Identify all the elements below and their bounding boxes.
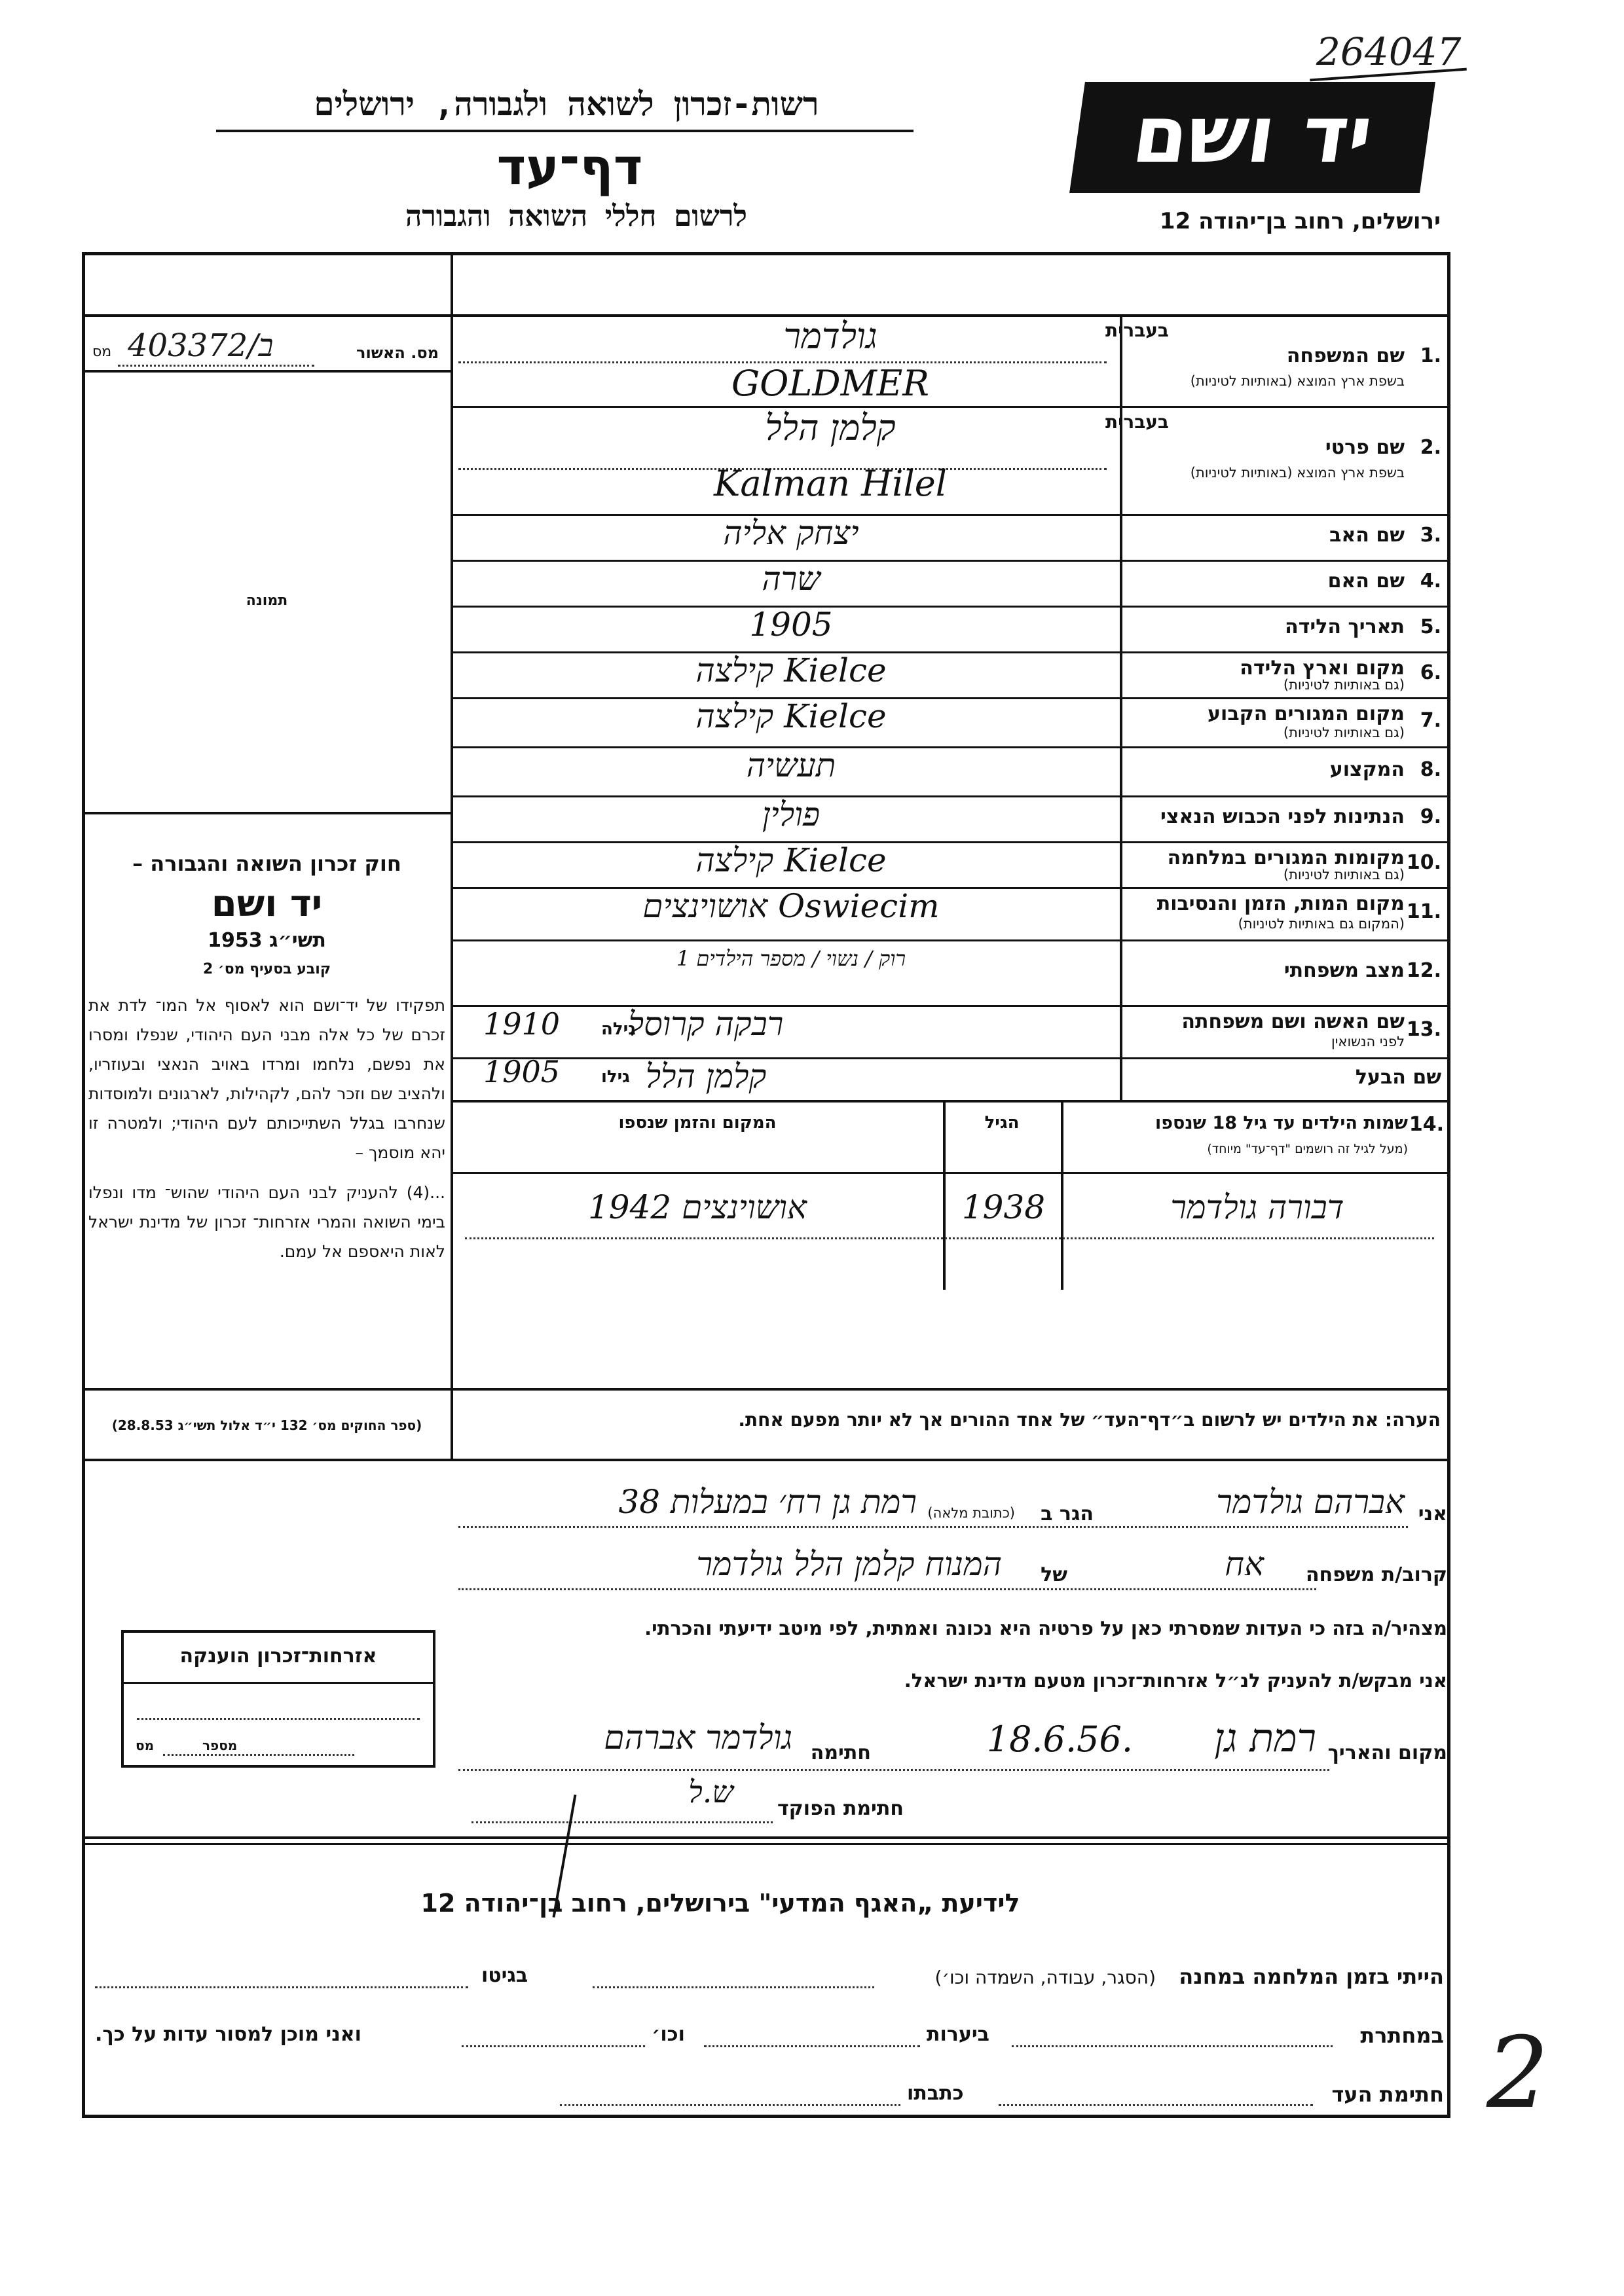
- footer-line-b: [95, 2016, 1444, 2056]
- law-year: תשי״ג 1953: [208, 929, 326, 952]
- decl-name: אברהם גולדמר: [1216, 1483, 1405, 1521]
- decl-ani: אני: [1418, 1503, 1447, 1525]
- field-label: מקום המות, הזמן והנסיבות: [1156, 892, 1405, 915]
- field-label: הנתינות לפני הכבוש הנאצי: [1160, 805, 1405, 828]
- field-value: Kielce קילצה: [695, 651, 887, 689]
- field-row: [451, 1053, 1450, 1100]
- field-value: יצחק אליה: [723, 514, 859, 552]
- logo-text: יד ושם: [1127, 90, 1378, 181]
- law-text-1: תפקידו של יד־ושם הוא לאסוף אל המו־ לדת את זכרם של כל אלה מבני העם היהודי, שנפלו ומסרו את נפשם, נלחמו ומרדו באויב הנאצי ובעוזריו, ולהציב שם וזכר להם, לקהילות, לארגונים ולמוסדות שנחרבו בגלל השתייכותם לעם היהודי; ולמטרה זו יהא מוסמך –: [88, 996, 445, 1162]
- field-age: 1905: [483, 1053, 561, 1089]
- children-col-place: המקום והזמן שנספו: [618, 1113, 777, 1133]
- field-value: Kielce קילצה: [695, 841, 887, 879]
- field-sublabel: (המקום גם באותיות לטיניות): [1238, 916, 1405, 932]
- footer-witness-signature: חתימת העד: [1331, 2082, 1444, 2107]
- field-value-latin: Kalman Hilel: [713, 462, 947, 504]
- citizenship-title: אזרחות־זכרון הוענקה: [179, 1645, 377, 1667]
- decl-address: רמת גן רח׳ במעלות 38: [618, 1483, 917, 1521]
- field-value: רוק / נשוי / מספר הילדים 1: [676, 946, 906, 971]
- field-number: 8.: [1420, 757, 1441, 781]
- note-bottom: [82, 1459, 1450, 1461]
- field-age: 1910: [483, 1006, 561, 1042]
- field-label: שם פרטי: [1325, 436, 1405, 459]
- org-line: רשות-זכרון לשואה ולגבורה, ירושלים: [314, 85, 819, 123]
- declaration-line-2: [458, 1545, 1447, 1591]
- field-row: [451, 841, 1450, 887]
- org-underline: [216, 130, 913, 132]
- child-age: 1938: [961, 1188, 1046, 1226]
- field-row: [451, 939, 1450, 1005]
- footer-line-a: [95, 1958, 1444, 1997]
- footer-line-c: [95, 2075, 1444, 2115]
- decl-place: רמת גן: [1214, 1715, 1316, 1761]
- photo-label: תמונה: [246, 592, 288, 609]
- field-label: המקצוע: [1329, 757, 1405, 781]
- field-number: 4.: [1420, 570, 1441, 592]
- field-number: 7.: [1420, 708, 1441, 732]
- law-clause: קובע בסעיף מס׳ 2: [202, 961, 331, 977]
- law-title: חוק זכרון השואה והגבורה –: [132, 851, 401, 876]
- approval-prefix: מס: [92, 344, 112, 360]
- field-age-label: גילה: [601, 1019, 636, 1039]
- field-label: תאריך הלידה: [1285, 615, 1405, 638]
- children-top: [451, 1100, 1450, 1102]
- law-bottom: [82, 1388, 452, 1391]
- field-row: [451, 795, 1450, 841]
- declaration-line-4: אני מבקש/ת להעניק לנ״ל אזרחות־זכרון מטעם מדינת ישראל.: [904, 1669, 1447, 1692]
- field-age-label: גילו: [601, 1066, 630, 1087]
- field-sublabel: (גם באותיות לטיניות): [1283, 724, 1405, 740]
- field-label: מצב משפחתי: [1283, 959, 1405, 982]
- note-text: הערה: את הילדים יש לרשום ב״דף־העד״ של אחד ההורים אך לא יותר מפעם אחת.: [738, 1409, 1441, 1430]
- field-label: מקומות המגורים במלחמה: [1167, 847, 1405, 869]
- footer-camp-label: הייתי בזמן המלחמה במחנה: [1179, 1964, 1444, 1989]
- field-label: שם המשפחה: [1286, 344, 1405, 367]
- field-row: [451, 514, 1450, 560]
- law-text-2: ...(4) להעניק לבני העם היהודי שהוש־ מדו ונפלו בימי השואה והמרי אזרחות־ זכרון של מדינת ישראל לאות היאספם אל עמם.: [88, 1183, 445, 1261]
- citizenship-prefix: מס: [136, 1738, 155, 1753]
- children-col-1: [1061, 1100, 1063, 1290]
- page-title: דף־עד: [496, 137, 643, 196]
- address: ירושלים, רחוב בן־יהודה 12: [1159, 208, 1441, 234]
- footer-ready: ואני מוכן למסור עדות על כך.: [95, 2023, 361, 2046]
- field-value: תעשיה: [746, 746, 836, 784]
- field-row: [451, 560, 1450, 606]
- officer-signature: ש.ל: [688, 1774, 733, 1810]
- photo-box-top: [82, 370, 452, 373]
- children-label-block: [1067, 1113, 1444, 1165]
- decl-of: של: [1041, 1563, 1067, 1586]
- field-label: שם הבעל: [1355, 1065, 1441, 1089]
- declaration-line-3: מצהיר/ה בזה כי העדות שמסרתי כאן על פרטיה היא נכונה ואמתית, לפי מיטב ידיעתי והכרתי.: [644, 1617, 1447, 1639]
- decl-place-label: מקום והאריך: [1327, 1741, 1447, 1764]
- footer-line-1: [82, 1836, 1450, 1839]
- children-header-line: [451, 1172, 1450, 1174]
- note-top: [451, 1388, 1450, 1391]
- decl-signature-label: חתימה: [810, 1741, 871, 1764]
- footer-title: לידיעת „האגף המדעי" בירושלים, רחוב בן־יהודה 12: [420, 1889, 1020, 1918]
- law-reference: (ספר החוקים מס׳ 132 י״ד אלול תשי״ג 28.8.53): [111, 1417, 422, 1433]
- field-value: Kielce קילצה: [695, 697, 887, 735]
- field-number: 11.: [1406, 900, 1441, 923]
- field-sublabel: (גם באותיות לטיניות): [1283, 677, 1405, 693]
- field-number: 12.: [1406, 959, 1441, 982]
- field-value-latin: GOLDMER: [731, 363, 929, 404]
- decl-signature: גולדמר אברהם: [604, 1719, 792, 1757]
- field-row: [451, 314, 1450, 406]
- field-row: [451, 1005, 1450, 1057]
- field-number: 6.: [1420, 661, 1441, 684]
- children-col-age: הגיל: [984, 1113, 1020, 1133]
- footer-line-2: [82, 1843, 1450, 1845]
- decl-relation: אח: [1225, 1545, 1264, 1583]
- field-hebrew-tag: בעברית: [1105, 319, 1169, 341]
- child-name: דבורה גולדמר: [1170, 1188, 1344, 1226]
- field-row: [451, 887, 1450, 939]
- field-row: [451, 651, 1450, 697]
- footer-camp-hint: (הסגר, עבודה, השמדה וכו׳): [934, 1967, 1156, 1988]
- approval-label: מס. האשור: [356, 344, 439, 362]
- field-sublabel: (גם באותיות לטיניות): [1283, 867, 1405, 883]
- field-value-hebrew: גולדמר: [783, 316, 877, 357]
- children-num: 14.: [1409, 1113, 1444, 1136]
- field-number: 5.: [1420, 615, 1441, 638]
- children-sublabel: (מעל לגיל זה רושמים "דף־עד" מיוחד): [1207, 1142, 1408, 1156]
- field-value: 1905: [749, 606, 833, 644]
- field-sublabel: בשפת ארץ המוצא (באותיות לטיניות): [1190, 465, 1405, 481]
- decl-lives: הגר ב: [1041, 1503, 1094, 1525]
- law-name: יד ושם: [211, 883, 323, 925]
- footer-address-label: כתבתו: [907, 2082, 964, 2105]
- footer-ghetto-label: בגיטו: [481, 1964, 528, 1987]
- field-label: שם האם: [1327, 570, 1405, 592]
- archive-number: 264047: [1316, 29, 1462, 74]
- declaration-line-5: [458, 1715, 1447, 1774]
- field-label: שם האשה ושם משפחתה: [1181, 1010, 1405, 1033]
- decl-deceased: המנוח קלמן הלל גולדמר: [696, 1545, 1002, 1583]
- children-label: שמות הילדים עד גיל 18 שנספו: [1154, 1113, 1408, 1133]
- footer-forests: ביערות: [927, 2023, 989, 2046]
- decl-address-hint: (כתובת מלאה): [927, 1505, 1015, 1521]
- footer-etc: וכו׳: [652, 2023, 685, 2046]
- field-value: קלמן הלל: [645, 1057, 767, 1095]
- field-number: 1.: [1420, 344, 1441, 367]
- field-hebrew-tag: בעברית: [1105, 411, 1169, 433]
- officer-label: חתימת הפוקד: [777, 1797, 904, 1820]
- decl-date: 18.6.56.: [986, 1719, 1133, 1760]
- photo-box-bottom: [82, 812, 452, 814]
- field-number: 3.: [1420, 524, 1441, 547]
- field-row: [451, 606, 1450, 651]
- field-row: [451, 406, 1450, 514]
- citizenship-box: [121, 1630, 435, 1768]
- decl-relation-label: קרוב/ת משפחה: [1305, 1563, 1447, 1586]
- field-value: פולין: [762, 795, 821, 833]
- field-row: [451, 697, 1450, 746]
- field-label: שם האב: [1329, 524, 1405, 547]
- field-label: מקום וארץ הלידה: [1240, 657, 1405, 680]
- approval-value: 403372/ב: [128, 327, 274, 364]
- field-value: רבקה קרוסל: [628, 1005, 784, 1043]
- yad-vashem-logo: [1069, 82, 1435, 193]
- declaration-line-1: [458, 1483, 1447, 1529]
- approval-number: [88, 324, 445, 370]
- law-section: [88, 851, 445, 1266]
- field-number: 9.: [1420, 805, 1441, 828]
- field-number: 10.: [1406, 851, 1441, 874]
- field-value-hebrew: קלמן הלל: [765, 407, 896, 448]
- child-place: אושוינצים 1942: [587, 1188, 807, 1226]
- field-row: [451, 746, 1450, 795]
- field-sublabel: בשפת ארץ המוצא (באותיות לטיניות): [1190, 373, 1405, 389]
- children-col-2: [943, 1100, 946, 1290]
- field-value: שרה: [762, 560, 821, 598]
- field-number: 13.: [1406, 1018, 1441, 1041]
- page-subtitle: לרשום חללי השואה והגבורה: [405, 200, 748, 233]
- footer-underground: במחתרת: [1360, 2023, 1444, 2048]
- margin-mark: 2: [1486, 2016, 1549, 2130]
- declaration-line-6: [458, 1774, 1447, 1827]
- field-label: מקום המגורים הקבוע: [1208, 702, 1405, 725]
- field-value: Oswiecim אושוינצים: [642, 887, 940, 925]
- citizenship-number-label: מספר: [202, 1738, 238, 1753]
- field-number: 2.: [1420, 436, 1441, 459]
- field-sublabel: לפני הנשואין: [1331, 1034, 1405, 1049]
